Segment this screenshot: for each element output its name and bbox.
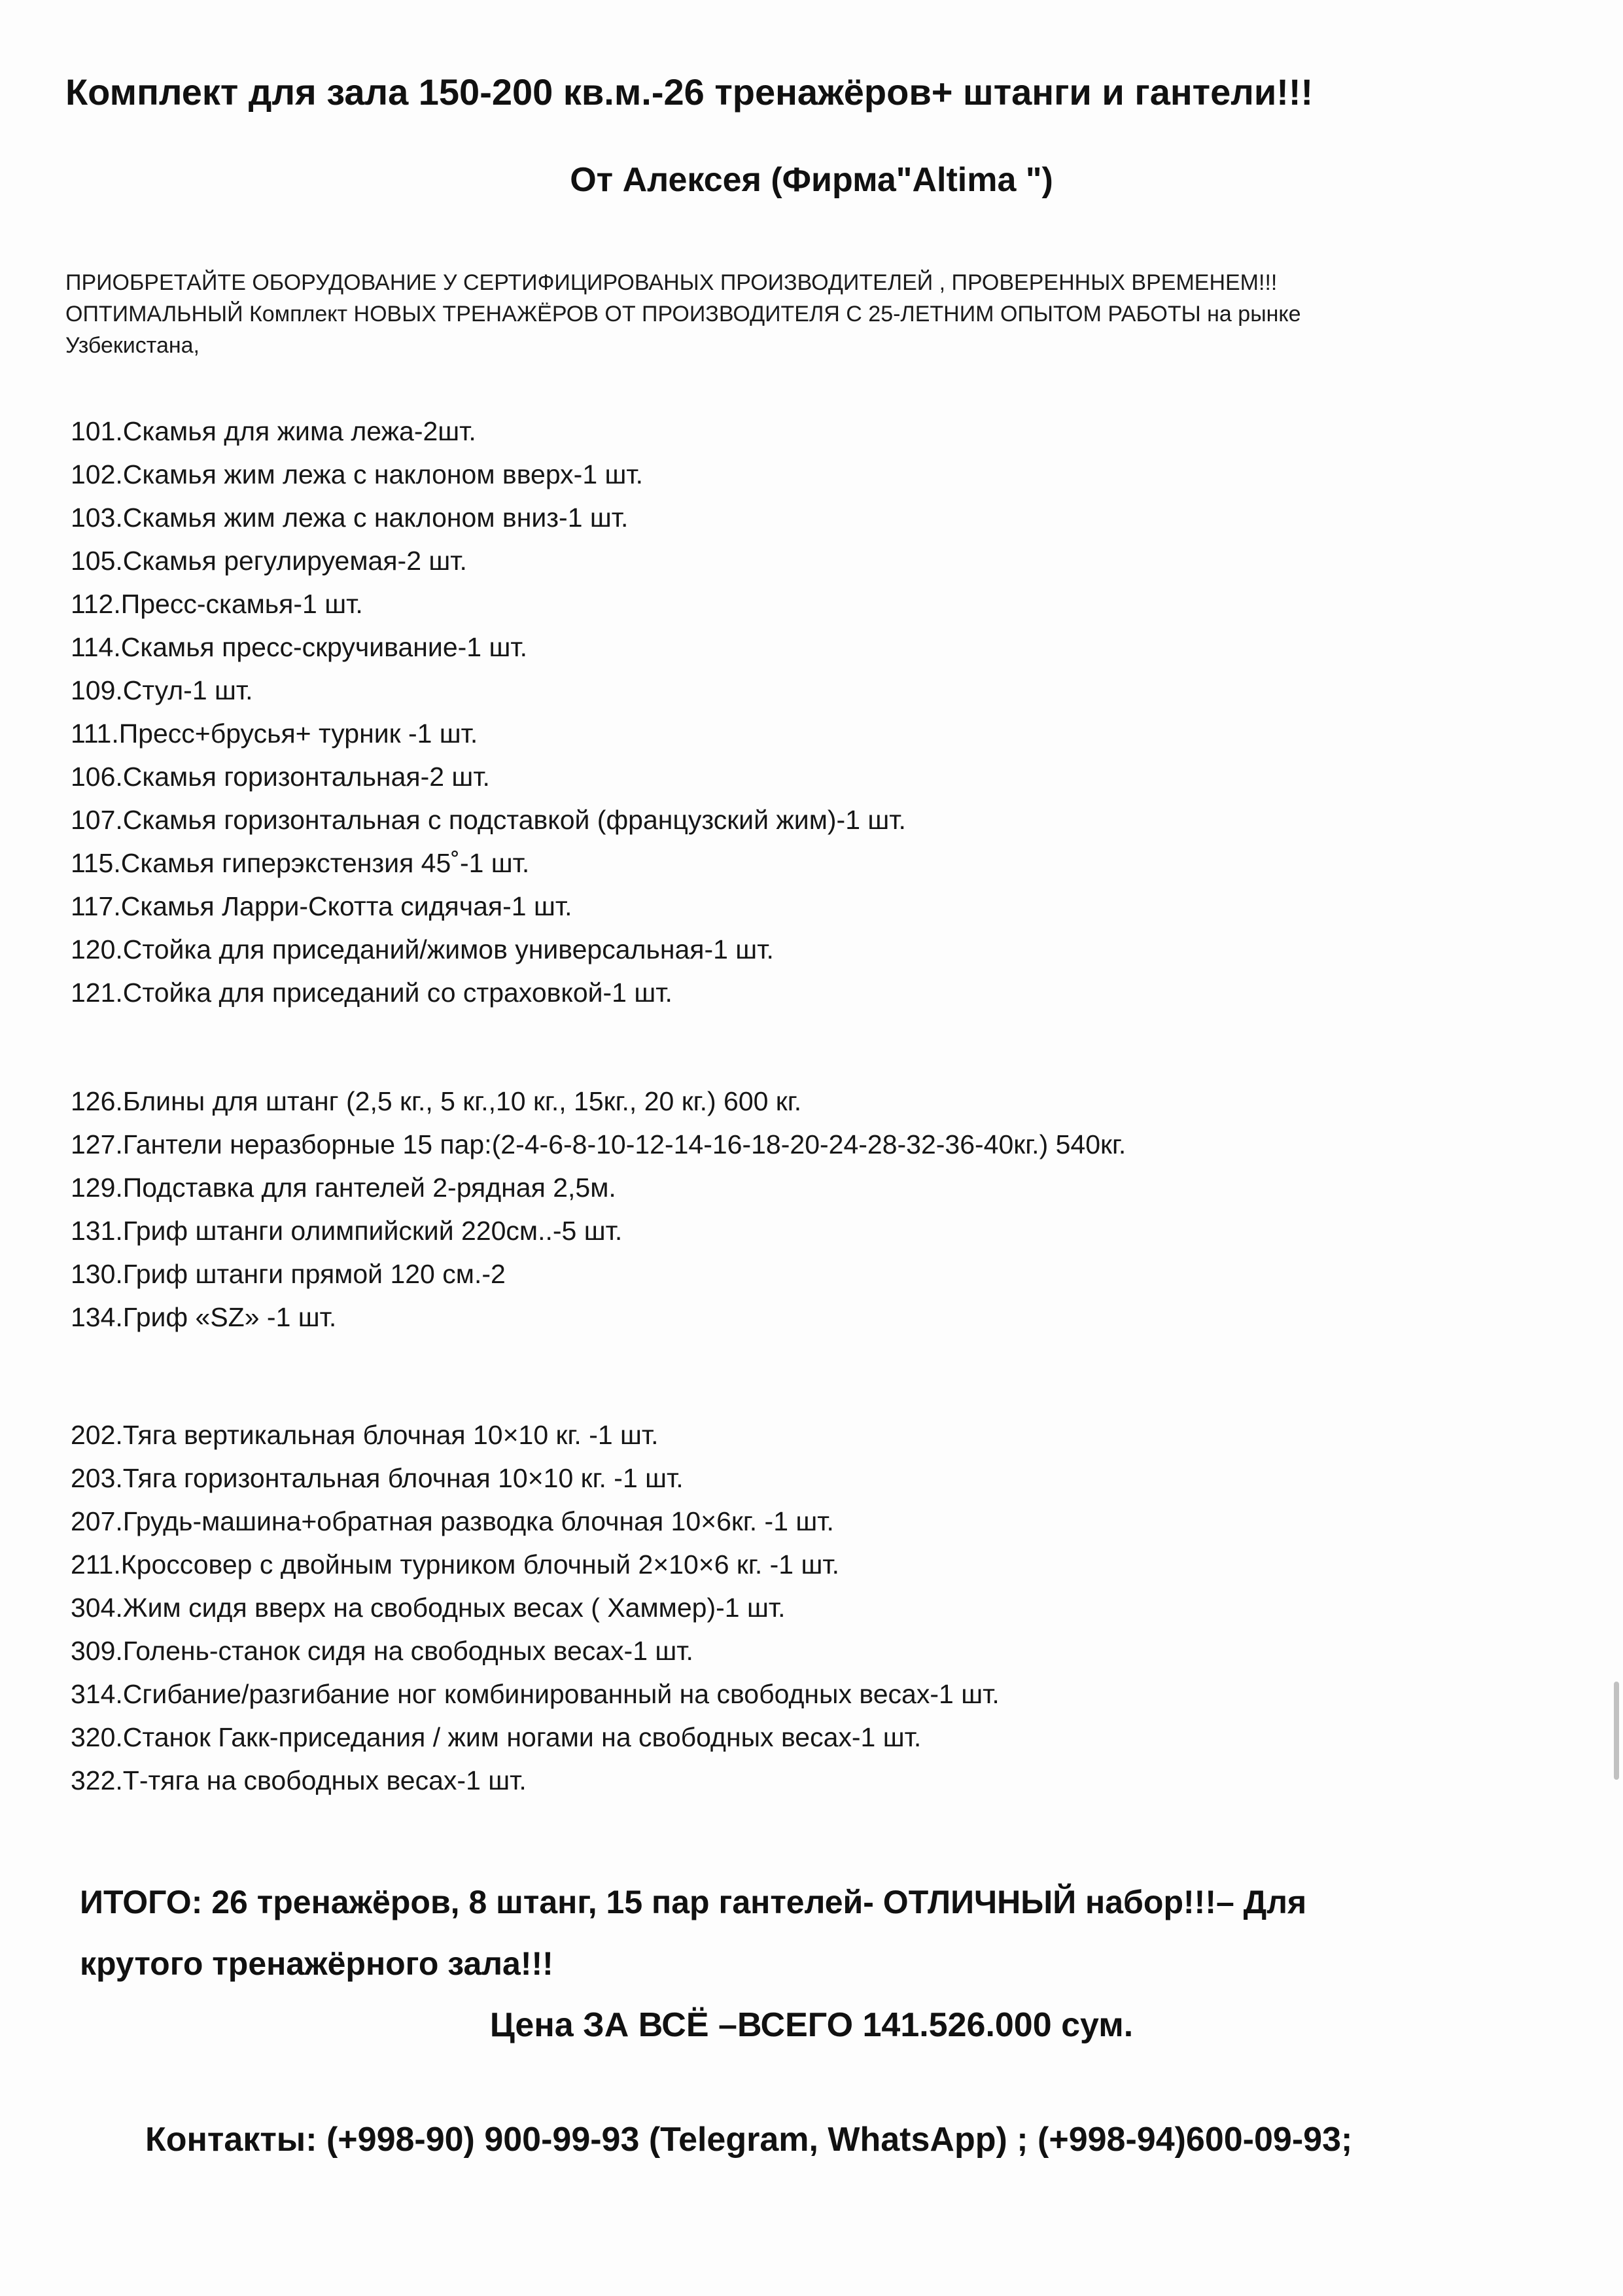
list-item: 112.Пресс-скамья-1 шт.	[71, 589, 363, 619]
list-item: 102.Скамья жим лежа с наклоном вверх-1 шт.	[71, 459, 644, 489]
benches-list	[71, 410, 1575, 1014]
list-item: 103.Скамья жим лежа с наклоном вниз-1 шт.	[71, 503, 629, 533]
list-item: 211.Кроссовер с двойным турником блочный 2×10×6 кг. -1 шт.	[71, 1549, 839, 1580]
list-item: 115.Скамья гиперэкстензия 45˚-1 шт.	[71, 848, 530, 878]
list-item: 106.Скамья горизонтальная-2 шт.	[71, 762, 490, 792]
contacts-line: Контакты: (+998-90) 900-99-93 (Telegram, WhatsApp) ; (+998-94)600-09-93;	[145, 2121, 1353, 2159]
intro-line: ПРИОБРЕТАЙТЕ ОБОРУДОВАНИЕ У СЕРТИФИЦИРОВАНЫХ ПРОИЗВОДИТЕЛЕЙ , ПРОВЕРЕННЫХ ВРЕМЕНЕМ!!!	[65, 270, 1278, 295]
list-item: 130.Гриф штанги прямой 120 см.-2	[71, 1259, 506, 1289]
summary-line: крутого тренажёрного зала!!!	[80, 1945, 553, 1982]
weights-list	[71, 1080, 1575, 1339]
list-item: 320.Станок Гакк-приседания / жим ногами на свободных весах-1 шт.	[71, 1722, 922, 1752]
list-item: 202.Тяга вертикальная блочная 10×10 кг. -1 шт.	[71, 1420, 659, 1450]
list-item: 111.Пресс+брусья+ турник -1 шт.	[71, 718, 478, 749]
page-subtitle: От Алексея (Фирма"Altima ")	[570, 161, 1053, 199]
list-item: 309.Голень-станок сидя на свободных весах-1 шт.	[71, 1636, 693, 1666]
list-item: 314.Сгибание/разгибание ног комбинированный на свободных весах-1 шт.	[71, 1679, 1000, 1709]
list-item: 114.Скамья пресс-скручивание-1 шт.	[71, 632, 527, 662]
list-item: 105.Скамья регулируемая-2 шт.	[71, 546, 467, 576]
scan-edge-mark	[1614, 1682, 1619, 1780]
list-item: 322.Т-тяга на свободных весах-1 шт.	[71, 1765, 527, 1795]
summary-text	[80, 1871, 1558, 1994]
list-item: 126.Блины для штанг (2,5 кг., 5 кг.,10 кг., 15кг., 20 кг.) 600 кг.	[71, 1086, 802, 1116]
list-item: 101.Скамья для жима лежа-2шт.	[71, 416, 476, 446]
intro-line: Узбекистана,	[65, 333, 200, 358]
list-item: 203.Тяга горизонтальная блочная 10×10 кг. -1 шт.	[71, 1463, 684, 1493]
list-item: 129.Подставка для гантелей 2-рядная 2,5м.	[71, 1173, 616, 1203]
page-title: Комплект для зала 150-200 кв.м.-26 тренажёров+ штанги и гантели!!!	[65, 71, 1314, 113]
list-item: 109.Стул-1 шт.	[71, 675, 253, 705]
list-item: 131.Гриф штанги олимпийский 220см..-5 шт.	[71, 1216, 623, 1246]
list-item: 121.Стойка для приседаний со страховкой-1 шт.	[71, 978, 672, 1008]
list-item: 304.Жим сидя вверх на свободных весах ( Хаммер)-1 шт.	[71, 1593, 786, 1623]
list-item: 120.Стойка для приседаний/жимов универсальная-1 шт.	[71, 934, 774, 964]
list-item: 207.Грудь-машина+обратная разводка блочная 10×6кг. -1 шт.	[71, 1506, 834, 1536]
machines-list	[71, 1413, 1575, 1802]
list-item: 117.Скамья Ларри-Скотта сидячая-1 шт.	[71, 891, 572, 921]
list-item: 107.Скамья горизонтальная с подставкой (французский жим)-1 шт.	[71, 805, 906, 835]
intro-line: ОПТИМАЛЬНЫЙ Комплект НОВЫХ ТРЕНАЖЁРОВ ОТ ПРОИЗВОДИТЕЛЯ С 25-ЛЕТНИМ ОПЫТОМ РАБОТЫ на рынке	[65, 302, 1301, 327]
intro-text	[65, 267, 1557, 361]
list-item: 127.Гантели неразборные 15 пар:(2-4-6-8-10-12-14-16-18-20-24-28-32-36-40кг.) 540кг.	[71, 1129, 1126, 1159]
price-line: Цена ЗА ВСЁ –ВСЕГО 141.526.000 сум.	[489, 2006, 1134, 2044]
list-item: 134.Гриф «SZ» -1 шт.	[71, 1302, 337, 1332]
summary-line: ИТОГО: 26 тренажёров, 8 штанг, 15 пар гантелей- ОТЛИЧНЫЙ набор!!!– Для	[80, 1884, 1307, 1920]
